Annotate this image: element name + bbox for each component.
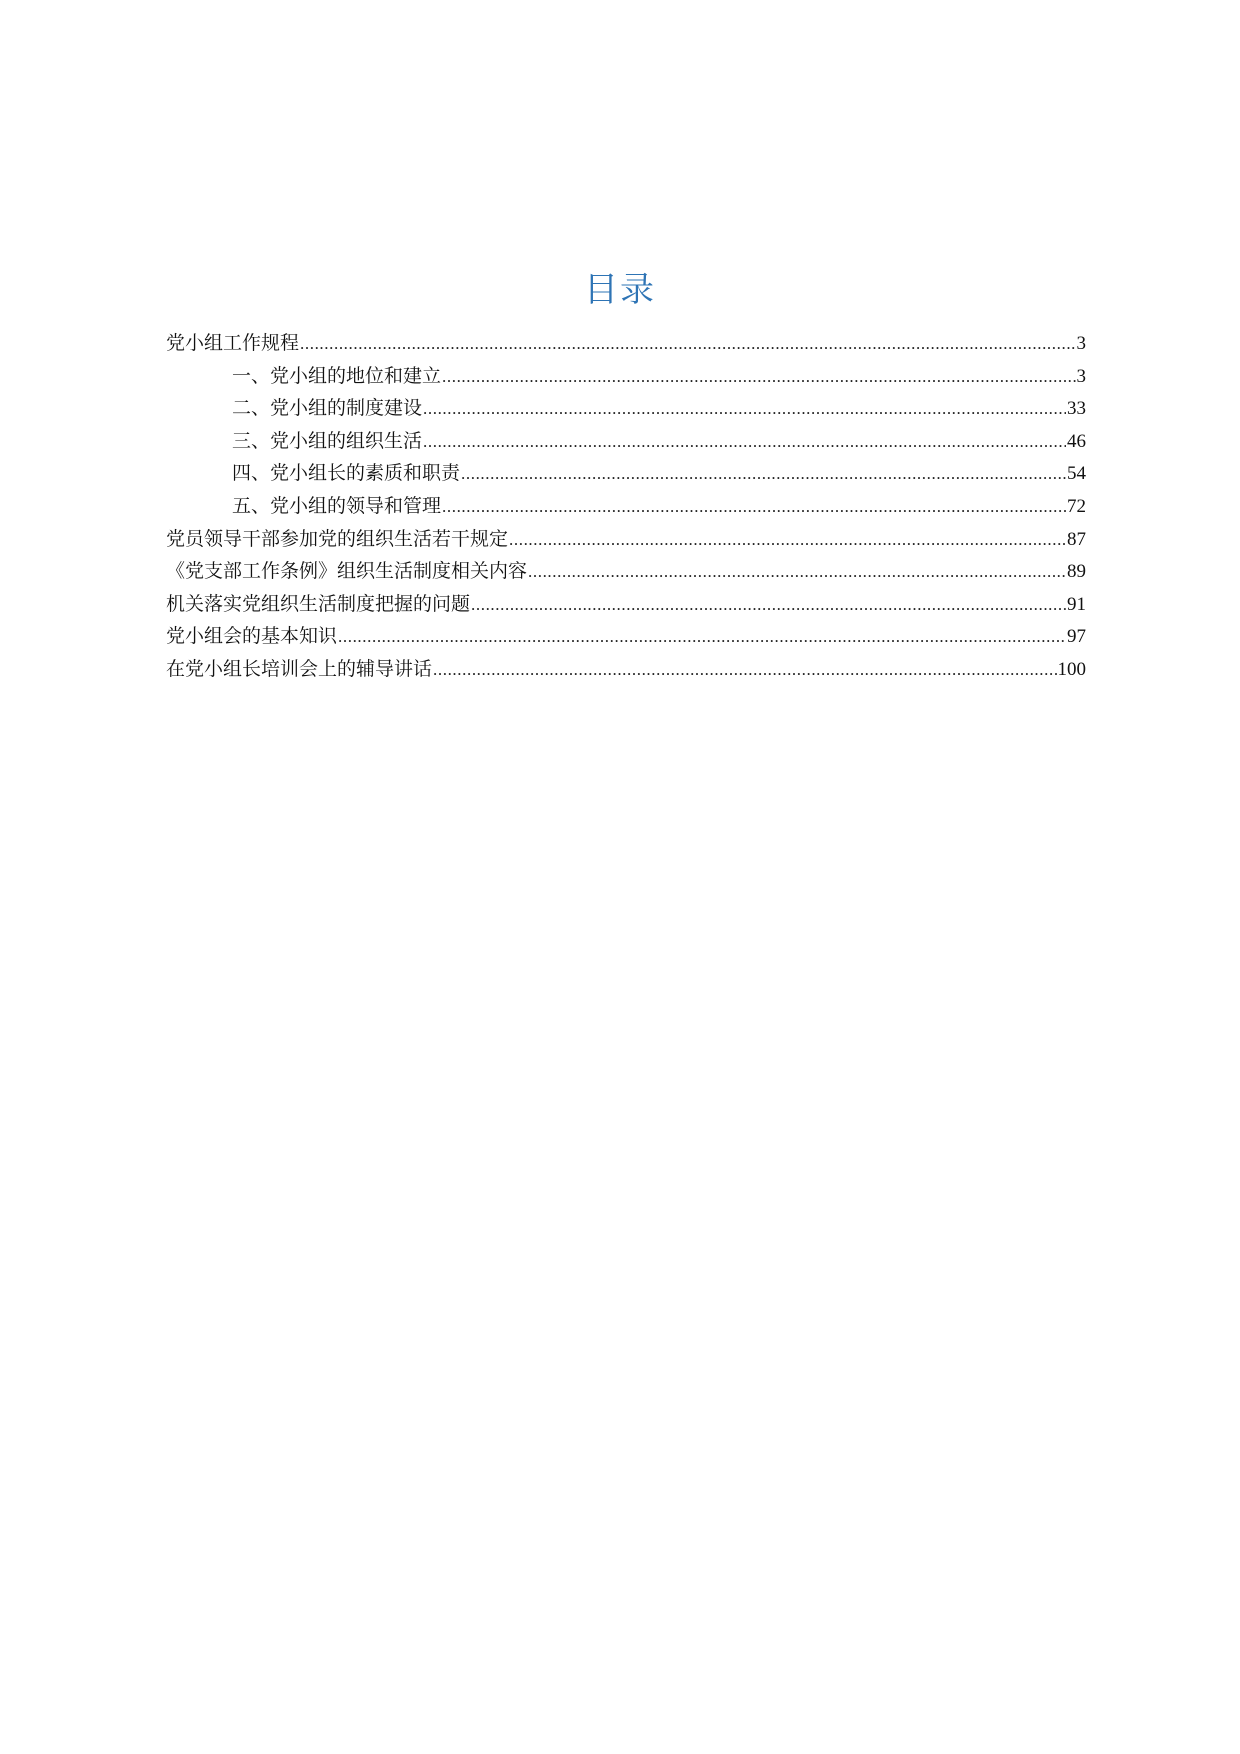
- toc-entry[interactable]: [166, 457, 1086, 490]
- toc-title: 目录: [584, 270, 656, 310]
- toc-page-number: 54: [1067, 463, 1086, 485]
- toc-entry-title: 四、党小组长的素质和职责: [232, 462, 461, 485]
- toc-dot-leader: [442, 491, 1066, 524]
- toc-entry-title: 二、党小组的制度建设: [232, 397, 423, 420]
- toc-entry[interactable]: [166, 555, 1086, 588]
- toc-entry[interactable]: [166, 588, 1086, 621]
- toc-entry[interactable]: [166, 327, 1086, 360]
- toc-dot-leader: [300, 328, 1075, 361]
- toc-page-number: 89: [1067, 561, 1086, 583]
- toc-entry[interactable]: [166, 490, 1086, 523]
- toc-entry[interactable]: [166, 392, 1086, 425]
- toc-dot-leader: [433, 654, 1056, 687]
- toc-dot-leader: [528, 556, 1066, 589]
- toc-entry-title: 《党支部工作条例》组织生活制度相关内容: [166, 560, 528, 583]
- toc-dot-leader: [461, 458, 1066, 491]
- toc-page-number: 97: [1067, 626, 1086, 648]
- toc-entry-title: 机关落实党组织生活制度把握的问题: [166, 592, 471, 615]
- toc-entry-title: 在党小组长培训会上的辅导讲话: [166, 657, 433, 680]
- toc-dot-leader: [338, 621, 1066, 654]
- toc-dot-leader: [442, 361, 1075, 394]
- toc-entry-title: 党小组会的基本知识: [166, 625, 338, 648]
- toc-page-number: 91: [1067, 593, 1086, 615]
- toc-entry[interactable]: [166, 425, 1086, 458]
- toc-dot-leader: [471, 589, 1066, 622]
- toc-page-number: 46: [1067, 430, 1086, 452]
- toc-entry-title: 三、党小组的组织生活: [232, 429, 423, 452]
- table-of-contents: [166, 327, 1086, 686]
- toc-entry[interactable]: [166, 653, 1086, 686]
- toc-entry[interactable]: [166, 523, 1086, 556]
- toc-page-number: 87: [1067, 528, 1086, 550]
- toc-page-number: 33: [1067, 398, 1086, 420]
- toc-entry[interactable]: [166, 360, 1086, 393]
- toc-entry[interactable]: [166, 620, 1086, 653]
- toc-page-number: 3: [1076, 365, 1086, 387]
- toc-page-number: 100: [1057, 658, 1086, 680]
- toc-entry-title: 一、党小组的地位和建立: [232, 364, 442, 387]
- toc-entry-title: 党小组工作规程: [166, 332, 300, 354]
- toc-entry-title: 党员领导干部参加党的组织生活若干规定: [166, 527, 509, 550]
- toc-dot-leader: [509, 524, 1066, 557]
- toc-page-number: 72: [1067, 495, 1086, 517]
- toc-page-number: 3: [1076, 333, 1086, 354]
- toc-dot-leader: [423, 393, 1066, 426]
- toc-dot-leader: [423, 426, 1066, 459]
- toc-entry-title: 五、党小组的领导和管理: [232, 494, 442, 517]
